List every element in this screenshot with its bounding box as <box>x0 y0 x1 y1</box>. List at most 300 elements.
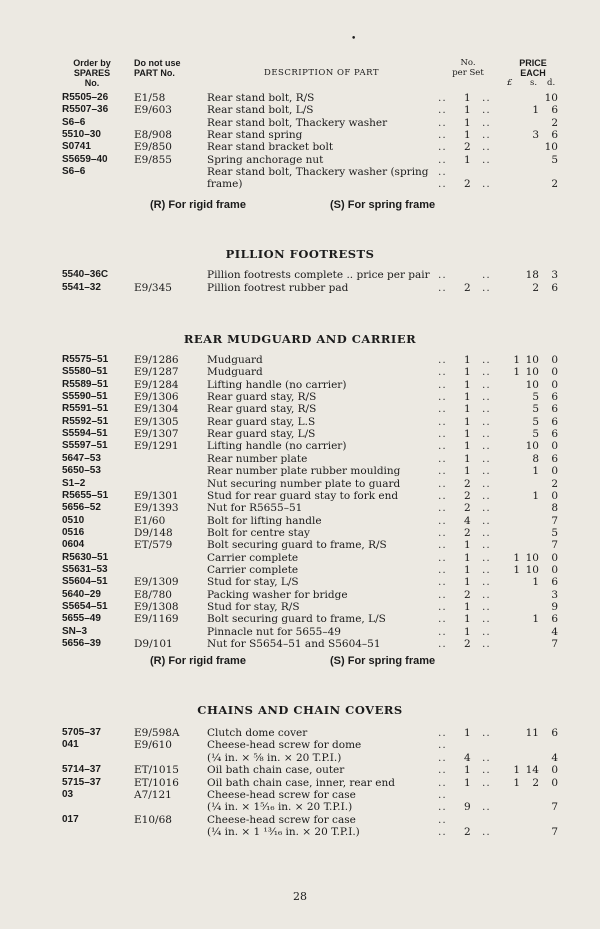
price-pence: 6 <box>551 428 558 441</box>
old-part-number: ET/579 <box>134 539 173 552</box>
leader-dots: .. <box>438 727 447 739</box>
table-row <box>0 478 600 490</box>
header-line: PRICE <box>519 58 547 68</box>
part-order-number: 0510 <box>62 514 85 526</box>
leader-dots: .. <box>438 116 447 129</box>
part-order-number: S5654–51 <box>62 601 108 612</box>
price-shillings: 5 <box>532 391 539 404</box>
table-row <box>0 166 600 178</box>
part-order-number: 5656–39 <box>62 638 101 650</box>
quantity-per-set: 2 <box>464 638 471 651</box>
quantity-per-set: 2 <box>464 489 471 502</box>
quantity-per-set: 1 <box>464 354 471 366</box>
header-price-each <box>506 58 560 78</box>
table-row <box>0 564 600 576</box>
leader-dots: .. <box>482 539 491 552</box>
part-description: Oil bath chain case, outer <box>207 764 345 777</box>
old-part-number: E9/1307 <box>134 428 179 441</box>
old-part-number: ET/1016 <box>134 776 179 789</box>
price-pence: 7 <box>551 826 558 839</box>
leader-dots: .. <box>482 378 491 391</box>
table-row <box>0 826 600 838</box>
table-row <box>0 527 600 539</box>
price-shillings: 5 <box>532 428 539 441</box>
part-description: Nut securing number plate to guard <box>207 477 401 490</box>
quantity-per-set: 1 <box>464 465 471 478</box>
header-part-no <box>134 58 181 78</box>
price-shillings: 10 <box>525 551 539 564</box>
table-row <box>0 428 600 440</box>
leader-dots: .. <box>482 428 491 441</box>
table-row <box>0 739 600 751</box>
leader-dots: .. <box>482 282 491 294</box>
table-row <box>0 589 600 601</box>
old-part-number: E8/908 <box>134 128 172 141</box>
table-row <box>0 178 600 190</box>
header-line: No. <box>84 78 100 88</box>
table-row <box>0 752 600 764</box>
price-pence: 6 <box>551 576 558 589</box>
spring-frame-note: (S) For spring frame <box>330 199 436 211</box>
old-part-number: E9/850 <box>134 141 172 154</box>
quantity-per-set: 1 <box>464 128 471 141</box>
part-order-number: 5705–37 <box>62 727 101 738</box>
section-title-pillion-footrests: PILLION FOOTRESTS <box>225 247 375 261</box>
quantity-per-set: 1 <box>464 727 471 739</box>
part-description: Rear guard stay, R/S <box>207 403 317 416</box>
part-order-number: R5591–51 <box>62 403 109 415</box>
part-description: (¼ in. × 1⁵⁄₁₆ in. × 20 T.P.I.) <box>207 801 353 814</box>
part-order-number: 03 <box>62 789 74 800</box>
header-line: Order by <box>73 58 111 68</box>
top-mark: • <box>351 34 357 44</box>
part-description: Cheese-head screw for dome <box>207 739 362 752</box>
price-pence: 6 <box>551 403 558 416</box>
section-title-rear-mudguard: REAR MUDGUARD AND CARRIER <box>183 332 417 346</box>
leader-dots: .. <box>482 452 491 465</box>
leader-dots: .. <box>482 366 491 379</box>
quantity-per-set: 1 <box>464 104 471 117</box>
header-line: Do not use <box>134 58 181 68</box>
old-part-number: E9/1287 <box>134 366 179 379</box>
leader-dots: .. <box>438 625 447 638</box>
price-pence: 6 <box>551 613 558 626</box>
leader-dots: .. <box>438 776 447 789</box>
price-shillings: 1 <box>532 104 539 117</box>
leader-dots: .. <box>438 415 447 428</box>
table-row <box>0 814 600 826</box>
quantity-per-set: 1 <box>464 428 471 441</box>
price-pence: 10 <box>544 92 558 104</box>
quantity-per-set: 1 <box>464 116 471 129</box>
price-shillings: 11 <box>525 727 539 739</box>
quantity-per-set: 1 <box>464 576 471 589</box>
leader-dots: .. <box>482 601 491 613</box>
table-row <box>0 789 600 801</box>
part-order-number: 5655–49 <box>62 613 101 625</box>
price-pence: 7 <box>551 801 558 814</box>
price-pence: 6 <box>551 727 558 739</box>
leader-dots: .. <box>482 613 491 626</box>
leader-dots: .. <box>482 588 491 601</box>
part-order-number: 5647–53 <box>62 452 101 464</box>
leader-dots: .. <box>482 801 491 814</box>
table-row <box>0 539 600 551</box>
header-pence: d. <box>547 78 556 88</box>
old-part-number: E8/780 <box>134 588 172 601</box>
part-description: Carrier complete <box>207 551 299 564</box>
leader-dots: .. <box>482 764 491 777</box>
quantity-per-set: 1 <box>464 153 471 166</box>
table-row <box>0 801 600 813</box>
price-pence: 2 <box>551 178 558 191</box>
quantity-per-set: 1 <box>464 378 471 391</box>
part-description: Bolt securing guard to frame, L/S <box>207 613 386 626</box>
quantity-per-set: 2 <box>464 588 471 601</box>
part-description: Bolt for centre stay <box>207 526 310 539</box>
old-part-number: E9/345 <box>134 282 172 294</box>
leader-dots: .. <box>482 727 491 739</box>
price-pence: 0 <box>551 563 558 576</box>
leader-dots: .. <box>438 539 447 552</box>
rigid-frame-note: (R) For rigid frame <box>150 199 246 211</box>
leader-dots: .. <box>438 282 447 294</box>
price-pence: 8 <box>551 502 558 515</box>
old-part-number: E9/1301 <box>134 489 179 502</box>
leader-dots: .. <box>438 403 447 416</box>
part-description: Rear stand bracket bolt <box>207 141 334 154</box>
leader-dots: .. <box>482 638 491 651</box>
table-row <box>0 626 600 638</box>
price-shillings: 10 <box>525 354 539 366</box>
leader-dots: .. <box>438 128 447 141</box>
part-description: Rear guard stay, L/S <box>207 428 316 441</box>
price-pence: 6 <box>551 415 558 428</box>
price-shillings: 10 <box>525 563 539 576</box>
table-row <box>0 104 600 116</box>
part-description: Rear stand bolt, Thackery washer (spring <box>207 165 429 178</box>
old-part-number: D9/148 <box>134 526 173 539</box>
table-row <box>0 465 600 477</box>
leader-dots: .. <box>438 502 447 515</box>
leader-dots: .. <box>438 141 447 154</box>
table-row <box>0 391 600 403</box>
leader-dots: .. <box>482 625 491 638</box>
part-order-number: SN–3 <box>62 625 88 637</box>
part-description: Clutch dome cover <box>207 727 308 739</box>
leader-dots: .. <box>482 269 491 281</box>
quantity-per-set: 1 <box>464 403 471 416</box>
leader-dots: .. <box>438 269 447 281</box>
table-row <box>0 613 600 625</box>
part-description: Oil bath chain case, inner, rear end <box>207 776 395 789</box>
leader-dots: .. <box>438 789 447 801</box>
quantity-per-set: 1 <box>464 366 471 379</box>
part-order-number: S5580–51 <box>62 366 108 378</box>
leader-dots: .. <box>438 613 447 626</box>
quantity-per-set: 9 <box>464 801 471 814</box>
leader-dots: .. <box>482 751 491 764</box>
price-shillings: 5 <box>532 415 539 428</box>
quantity-per-set: 2 <box>464 141 471 154</box>
price-pence: 4 <box>551 751 558 764</box>
quantity-per-set: 1 <box>464 625 471 638</box>
old-part-number: E1/60 <box>134 514 166 527</box>
price-pence: 10 <box>544 141 558 154</box>
price-shillings: 1 <box>532 489 539 502</box>
part-description: frame) <box>207 178 243 191</box>
table-row <box>0 490 600 502</box>
price-pence: 7 <box>551 638 558 651</box>
table-row <box>0 282 600 294</box>
price-pounds: 1 <box>513 764 520 777</box>
leader-dots: .. <box>438 477 447 490</box>
price-shillings: 1 <box>532 465 539 478</box>
table-row <box>0 154 600 166</box>
part-description: Rear guard stay, L.S <box>207 415 316 428</box>
part-description: Rear stand bolt, R/S <box>207 92 315 104</box>
old-part-number: E10/68 <box>134 813 172 826</box>
price-pounds: 1 <box>513 551 520 564</box>
table-row <box>0 515 600 527</box>
part-order-number: R5655–51 <box>62 489 109 501</box>
table-row <box>0 601 600 613</box>
header-shillings: s. <box>530 78 538 88</box>
part-order-number: S5597–51 <box>62 440 108 452</box>
table-row <box>0 727 600 739</box>
quantity-per-set: 2 <box>464 502 471 515</box>
old-part-number: E9/598A <box>134 727 180 739</box>
spring-frame-note: (S) For spring frame <box>330 655 436 667</box>
price-pence: 6 <box>551 452 558 465</box>
old-part-number: A7/121 <box>134 789 172 801</box>
part-order-number: R5505–26 <box>62 92 109 103</box>
price-pence: 4 <box>551 625 558 638</box>
header-order-by <box>62 58 122 88</box>
old-part-number: E9/1284 <box>134 378 179 391</box>
leader-dots: .. <box>482 391 491 404</box>
leader-dots: .. <box>438 465 447 478</box>
part-description: Mudguard <box>207 354 263 366</box>
part-order-number: R5592–51 <box>62 415 109 427</box>
price-pence: 0 <box>551 366 558 379</box>
leader-dots: .. <box>482 104 491 117</box>
part-order-number: 5715–37 <box>62 776 101 788</box>
table-row <box>0 440 600 452</box>
quantity-per-set: 4 <box>464 751 471 764</box>
part-description: (¼ in. × ⅝ in. × 20 T.P.I.) <box>207 751 342 764</box>
leader-dots: .. <box>438 178 447 191</box>
part-order-number: R5507–36 <box>62 104 109 116</box>
quantity-per-set: 1 <box>464 539 471 552</box>
leader-dots: .. <box>438 739 447 752</box>
table-row <box>0 269 600 281</box>
quantity-per-set: 1 <box>464 440 471 453</box>
leader-dots: .. <box>482 465 491 478</box>
leader-dots: .. <box>438 601 447 613</box>
part-description: Nut for R5655–51 <box>207 502 303 515</box>
price-shillings: 1 <box>532 613 539 626</box>
part-order-number: S5631–53 <box>62 563 108 575</box>
part-description: Spring anchorage nut <box>207 153 324 166</box>
quantity-per-set: 1 <box>464 764 471 777</box>
table-row <box>0 638 600 650</box>
quantity-per-set: 1 <box>464 452 471 465</box>
old-part-number: E9/610 <box>134 739 172 752</box>
leader-dots: .. <box>438 391 447 404</box>
leader-dots: .. <box>482 502 491 515</box>
leader-dots: .. <box>482 141 491 154</box>
header-line: per Set <box>452 68 484 78</box>
part-description: Rear stand bolt, Thackery washer <box>207 116 388 129</box>
price-shillings: 3 <box>532 128 539 141</box>
price-shillings: 10 <box>525 366 539 379</box>
leader-dots: .. <box>438 813 447 826</box>
leader-dots: .. <box>438 551 447 564</box>
part-description: Packing washer for bridge <box>207 588 348 601</box>
leader-dots: .. <box>482 526 491 539</box>
part-order-number: S1–2 <box>62 477 86 489</box>
leader-dots: .. <box>482 551 491 564</box>
part-description: Cheese-head screw for case <box>207 789 356 801</box>
leader-dots: .. <box>482 128 491 141</box>
price-shillings: 8 <box>532 452 539 465</box>
quantity-per-set: 4 <box>464 514 471 527</box>
price-shillings: 10 <box>525 378 539 391</box>
part-order-number: R5630–51 <box>62 551 109 563</box>
price-pence: 5 <box>551 526 558 539</box>
part-description: Bolt for lifting handle <box>207 514 322 527</box>
price-pence: 7 <box>551 539 558 552</box>
old-part-number: E9/1308 <box>134 601 179 613</box>
part-order-number: S5604–51 <box>62 576 108 588</box>
old-part-number: D9/101 <box>134 638 173 651</box>
leader-dots: .. <box>482 477 491 490</box>
part-order-number: S6–6 <box>62 116 86 128</box>
quantity-per-set: 2 <box>464 826 471 839</box>
quantity-per-set: 1 <box>464 776 471 789</box>
part-description: Carrier complete <box>207 563 299 576</box>
leader-dots: .. <box>482 576 491 589</box>
part-order-number: 0604 <box>62 539 85 551</box>
old-part-number: E1/58 <box>134 92 166 104</box>
part-order-number: 5656–52 <box>62 502 101 514</box>
part-description: Stud for rear guard stay to fork end <box>207 489 399 502</box>
page-number: 28 <box>293 890 307 903</box>
leader-dots: .. <box>482 354 491 366</box>
part-description: Stud for stay, L/S <box>207 576 299 589</box>
leader-dots: .. <box>438 452 447 465</box>
leader-dots: .. <box>438 751 447 764</box>
header-pound: £ <box>507 78 513 88</box>
table-row <box>0 416 600 428</box>
leader-dots: .. <box>482 514 491 527</box>
part-order-number: 017 <box>62 813 79 825</box>
old-part-number: E9/1306 <box>134 391 179 404</box>
price-pence: 0 <box>551 551 558 564</box>
price-pence: 6 <box>551 104 558 117</box>
part-description: Cheese-head screw for case <box>207 813 356 826</box>
price-pence: 7 <box>551 514 558 527</box>
part-order-number: S5659–40 <box>62 153 108 165</box>
table-row <box>0 576 600 588</box>
price-pence: 0 <box>551 354 558 366</box>
leader-dots: .. <box>482 415 491 428</box>
leader-dots: .. <box>482 826 491 839</box>
leader-dots: .. <box>482 403 491 416</box>
section-title-chains: CHAINS AND CHAIN COVERS <box>197 703 403 717</box>
price-pence: 6 <box>551 391 558 404</box>
part-order-number: S5590–51 <box>62 391 108 403</box>
header-description: DESCRIPTION OF PART <box>264 68 380 78</box>
price-pence: 0 <box>551 378 558 391</box>
quantity-per-set: 1 <box>464 601 471 613</box>
leader-dots: .. <box>438 440 447 453</box>
table-row <box>0 403 600 415</box>
price-shillings: 2 <box>532 776 539 789</box>
table-row <box>0 552 600 564</box>
part-order-number: S0741 <box>62 141 91 153</box>
price-pence: 0 <box>551 489 558 502</box>
leader-dots: .. <box>438 354 447 366</box>
header-per-set <box>445 58 491 78</box>
leader-dots: .. <box>482 563 491 576</box>
price-pence: 0 <box>551 776 558 789</box>
table-row <box>0 453 600 465</box>
table-row <box>0 764 600 776</box>
price-shillings: 5 <box>532 403 539 416</box>
part-description: Stud for stay, R/S <box>207 601 300 613</box>
part-order-number: R5589–51 <box>62 378 109 390</box>
header-line: EACH <box>520 68 546 78</box>
part-description: Rear number plate rubber moulding <box>207 465 401 478</box>
quantity-per-set: 2 <box>464 477 471 490</box>
part-order-number: 041 <box>62 739 79 751</box>
price-pence: 5 <box>551 153 558 166</box>
leader-dots: .. <box>438 165 447 178</box>
price-pence: 3 <box>551 269 558 281</box>
table-row <box>0 117 600 129</box>
part-description: Lifting handle (no carrier) <box>207 378 347 391</box>
leader-dots: .. <box>482 776 491 789</box>
leader-dots: .. <box>438 588 447 601</box>
header-line: No. <box>460 58 476 68</box>
part-order-number: 5540–36C <box>62 269 109 280</box>
price-pence: 0 <box>551 764 558 777</box>
price-pence: 6 <box>551 128 558 141</box>
part-description: Pillion footrests complete .. price per pair <box>207 269 430 281</box>
part-description: Mudguard <box>207 366 263 379</box>
price-shillings: 14 <box>525 764 539 777</box>
part-order-number: 5714–37 <box>62 764 101 776</box>
table-row <box>0 379 600 391</box>
leader-dots: .. <box>438 576 447 589</box>
leader-dots: .. <box>438 489 447 502</box>
leader-dots: .. <box>482 153 491 166</box>
old-part-number: E9/1286 <box>134 354 179 366</box>
leader-dots: .. <box>438 563 447 576</box>
leader-dots: .. <box>438 378 447 391</box>
table-row <box>0 354 600 366</box>
part-order-number: S5594–51 <box>62 428 108 440</box>
old-part-number: E9/603 <box>134 104 172 117</box>
leader-dots: .. <box>438 826 447 839</box>
header-line: SPARES <box>73 68 111 78</box>
part-order-number: R5575–51 <box>62 354 109 365</box>
old-part-number: E9/1291 <box>134 440 179 453</box>
table-row <box>0 129 600 141</box>
price-pence: 2 <box>551 116 558 129</box>
